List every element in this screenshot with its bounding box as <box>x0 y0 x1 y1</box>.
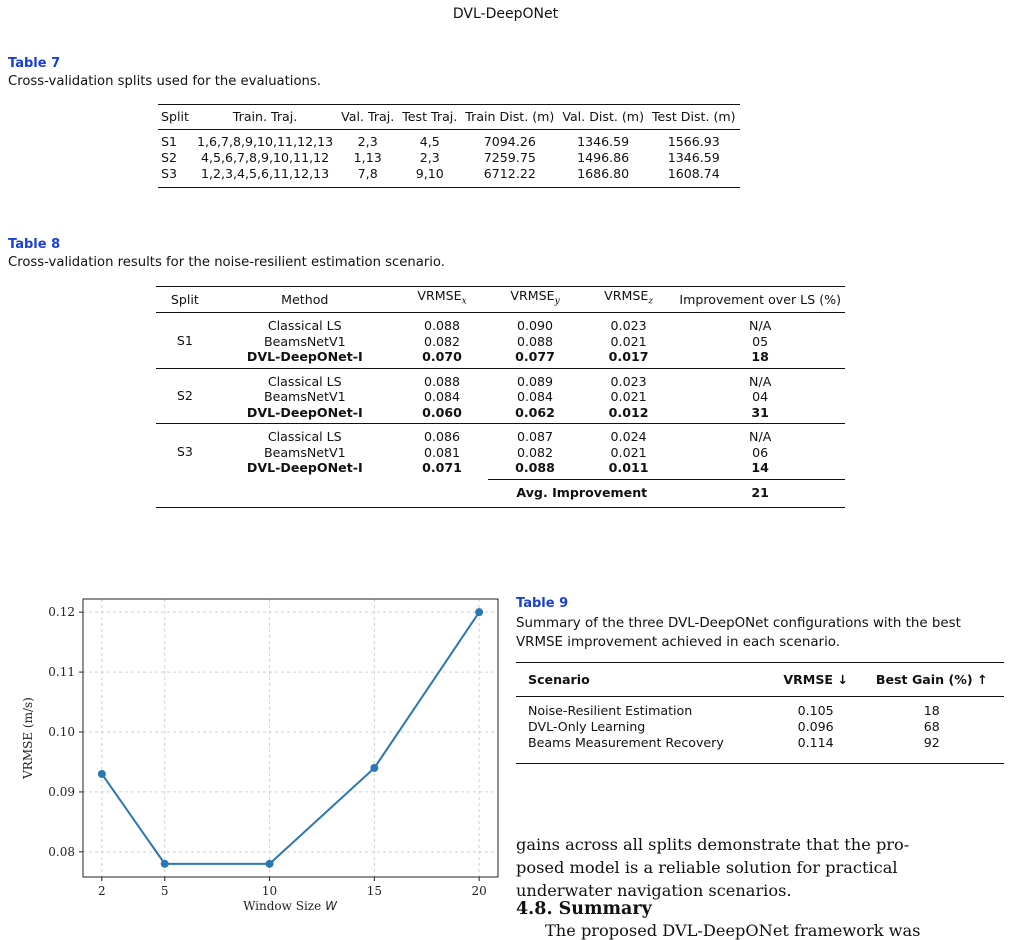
table-cell: 0.077 <box>515 349 555 364</box>
table-cell: Classical LS <box>267 318 342 333</box>
table-cell: 0.062 <box>515 404 555 420</box>
split-cell: S1 <box>176 332 193 348</box>
table-cell: 7,8 <box>357 166 378 181</box>
col-train-traj: Train. Traj. <box>232 109 298 124</box>
section-first-line: The proposed DVL-DeepONet framework was <box>545 921 921 940</box>
table-cell: DVL-DeepONet-I <box>246 349 363 364</box>
table-cell: 2,3 <box>419 150 440 165</box>
table-cell: BeamsNetV1 <box>263 389 346 404</box>
col-test-dist: Test Dist. (m) <box>651 109 736 124</box>
table-cell: 1,2,3,4,5,6,11,12,13 <box>200 166 330 181</box>
table-cell: 4,5,6,7,8,9,10,11,12 <box>200 150 330 165</box>
table7 <box>158 104 740 188</box>
table-cell: 7259.75 <box>483 150 536 165</box>
col-method: Method <box>281 291 329 307</box>
table-cell: 7094.26 <box>483 134 536 149</box>
col-val-traj: Val. Traj. <box>341 109 395 124</box>
table-row <box>156 349 845 368</box>
table-cell: 92 <box>923 735 940 750</box>
table-cell: 06 <box>752 444 769 460</box>
table-cell: N/A <box>749 429 772 444</box>
table-row <box>158 130 740 151</box>
table-cell: 0.021 <box>610 389 647 404</box>
col-split: Split <box>170 291 199 307</box>
table-cell: 0.096 <box>797 719 834 734</box>
col-vrmse: VRMSE ↓ <box>783 671 848 687</box>
x-tick-label: 2 <box>98 884 106 898</box>
table-cell: 0.023 <box>610 373 647 389</box>
table-cell: 68 <box>923 719 940 734</box>
table-cell: DVL-Only Learning <box>528 719 646 734</box>
x-tick-label: 20 <box>471 884 487 898</box>
table-cell: 0.021 <box>610 333 647 349</box>
col-vrmse-x: $VRMSE_x$ <box>417 288 467 307</box>
y-tick-label: 0.08 <box>48 844 75 859</box>
col-scenario: Scenario <box>528 671 590 687</box>
table-cell: 0.021 <box>610 444 647 460</box>
split-cell: S2 <box>176 388 193 403</box>
table-cell: 4,5 <box>419 134 440 149</box>
table-row <box>156 313 845 334</box>
table9-caption: Summary of the three DVL-DeepONet configurations with the best VRMSE improvement achieved in each scenario. <box>516 616 961 650</box>
body-paragraph: gains across all splits demonstrate that the pro- posed model is a reliable solution for practical underwater navigation scenarios. <box>516 835 910 900</box>
table-cell: S1 <box>161 134 178 149</box>
table-cell: S2 <box>161 150 178 165</box>
table-cell: 1,6,7,8,9,10,11,12,13 <box>196 134 334 149</box>
table-cell: 0.012 <box>608 404 649 420</box>
running-header: DVL-DeepONet <box>452 6 559 22</box>
table-cell: 0.071 <box>422 460 462 476</box>
table-cell: 0.082 <box>516 444 554 460</box>
table-cell: 0.017 <box>608 349 649 364</box>
table-cell: 0.088 <box>424 373 461 389</box>
table-cell: 1346.59 <box>577 134 630 149</box>
x-tick-label: 5 <box>160 884 169 898</box>
table-cell: 0.086 <box>424 429 461 444</box>
col-test-traj: Test Traj. <box>402 109 458 124</box>
x-tick-label: 10 <box>261 884 278 898</box>
table8 <box>156 286 845 508</box>
table-row <box>156 334 845 350</box>
col-vrmse-z: $VRMSE_z$ <box>604 288 654 307</box>
table-cell: 0.082 <box>424 333 461 349</box>
table-cell: S3 <box>161 166 178 181</box>
col-improvement: Improvement over LS (%) <box>679 291 841 307</box>
x-axis-label: Window Size W <box>243 899 337 913</box>
table-row <box>156 368 845 389</box>
table-cell: 2,3 <box>357 134 378 149</box>
x-tick-label: 15 <box>366 884 382 898</box>
table-cell: 0.084 <box>516 389 554 404</box>
y-tick-label: 0.12 <box>48 605 75 620</box>
table9-label: Table 9 <box>516 596 569 611</box>
data-point <box>370 764 378 772</box>
table9 <box>516 662 1004 764</box>
table-cell: 0.114 <box>797 735 834 750</box>
avg-label: Avg. Improvement <box>488 479 675 507</box>
table-row <box>156 424 845 445</box>
table-cell: 0.023 <box>610 318 647 333</box>
col-split: Split <box>161 109 189 124</box>
table-cell: 0.060 <box>422 404 462 420</box>
table7-caption: Cross-validation splits used for the evaluations. <box>8 74 321 89</box>
data-point <box>475 608 483 616</box>
table8-label: Table 8 <box>8 237 61 252</box>
table-cell: Classical LS <box>267 429 342 444</box>
table-cell: 0.088 <box>515 460 555 475</box>
table-cell: Beams Measurement Recovery <box>528 735 724 750</box>
table-row <box>156 389 845 405</box>
avg-row <box>156 479 845 507</box>
series-line <box>102 612 479 864</box>
table-cell: 1686.80 <box>577 166 630 181</box>
split-cell: S3 <box>176 443 193 459</box>
y-tick-label: 0.09 <box>48 784 75 799</box>
table-row <box>158 166 740 188</box>
section-heading: 4.8. Summary <box>516 899 652 919</box>
data-point <box>266 860 274 868</box>
table-cell: 0.081 <box>424 444 461 460</box>
table-row <box>158 150 740 166</box>
table-cell: 1566.93 <box>667 134 720 149</box>
table-cell: 0.087 <box>516 429 554 444</box>
y-tick-label: 0.11 <box>48 665 75 680</box>
table-cell: 0.105 <box>797 703 834 718</box>
table-cell: N/A <box>749 373 772 389</box>
table8-caption: Cross-validation results for the noise-resilient estimation scenario. <box>8 255 445 270</box>
col-val-dist: Val. Dist. (m) <box>562 109 644 124</box>
table-cell: 0.024 <box>610 429 647 444</box>
col-train-dist: Train Dist. (m) <box>465 109 555 124</box>
table-cell: 1346.59 <box>667 150 720 165</box>
window-size-chart <box>0 590 500 920</box>
table-cell: 0.070 <box>422 349 462 364</box>
table-cell: 0.011 <box>608 460 649 475</box>
table-row <box>516 697 1004 720</box>
table-cell: 1496.86 <box>577 150 630 165</box>
table-cell: Classical LS <box>267 373 342 389</box>
table-cell: 0.088 <box>516 333 554 349</box>
table-cell: 04 <box>752 389 769 404</box>
table-cell: Noise-Resilient Estimation <box>528 703 693 718</box>
data-point <box>161 860 169 868</box>
table-cell: 05 <box>752 333 769 349</box>
table-cell: 1,13 <box>353 150 382 165</box>
table-cell: DVL-DeepONet-I <box>246 460 363 476</box>
data-point <box>98 770 106 778</box>
table-cell: 0.088 <box>424 318 461 333</box>
table-cell: 14 <box>751 460 769 475</box>
table-cell: N/A <box>749 318 772 333</box>
y-axis-label: VRMSE (m/s) <box>21 697 35 779</box>
table-cell: BeamsNetV1 <box>263 333 346 349</box>
table-cell: 18 <box>751 349 769 364</box>
col-vrmse-y: $VRMSE_y$ <box>510 288 560 307</box>
table-row <box>156 405 845 424</box>
table7-label: Table 7 <box>8 56 61 71</box>
table-row <box>156 460 845 479</box>
table-cell: 18 <box>923 703 940 718</box>
table-cell: BeamsNetV1 <box>263 444 346 460</box>
table-cell: DVL-DeepONet-I <box>246 404 363 420</box>
table-cell: 0.089 <box>516 373 554 389</box>
avg-value: 21 <box>675 479 845 507</box>
table-cell: 0.084 <box>424 389 461 404</box>
table-cell: 6712.22 <box>483 166 536 181</box>
table-cell: 9,10 <box>415 166 444 181</box>
table-cell: 31 <box>751 404 769 420</box>
table-cell: 0.090 <box>516 318 554 333</box>
table-row <box>516 719 1004 735</box>
table-row <box>516 735 1004 764</box>
y-tick-label: 0.10 <box>48 725 75 740</box>
table-row <box>156 445 845 461</box>
col-best-gain: Best Gain (%) ↑ <box>875 671 988 687</box>
table-cell: 1608.74 <box>667 166 720 181</box>
